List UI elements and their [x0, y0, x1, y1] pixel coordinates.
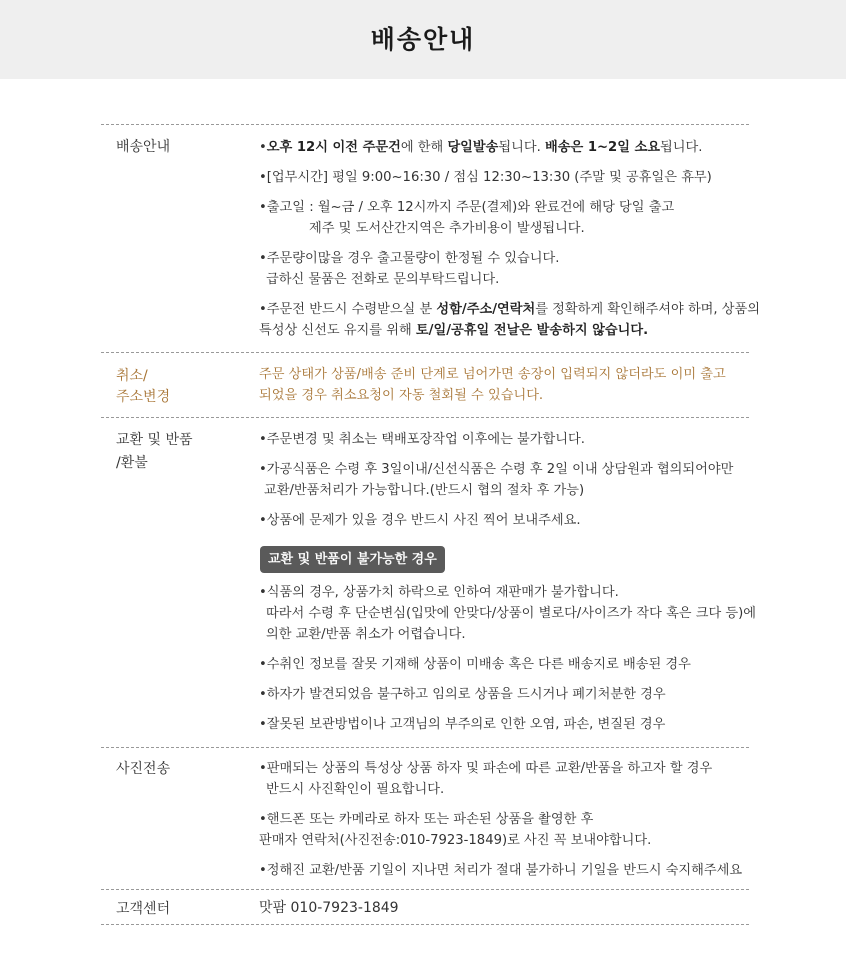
non-returnable-item-3: •하자가 발견되었음 불구하고 임의로 상품을 드시거나 폐기처분한 경우 [259, 687, 666, 702]
cancel-text-line-2: 되었을 경우 취소요청이 자동 철회될 수 있습니다. [259, 388, 544, 403]
shipping-label: 배송안내 [116, 139, 171, 155]
shipping-bullet-5-line-2: 특성상 신선도 유지를 위해 토/일/공휴일 전날은 발송하지 않습니다. [259, 323, 649, 338]
photo-bullet-1-line-1: •판매되는 상품의 특성상 상품 하자 및 파손에 따른 교환/반품을 하고자 할 경우 [259, 761, 713, 776]
cancel-label-line-2: 주소변경 [116, 389, 171, 405]
cs-label: 고객센터 [116, 901, 171, 917]
non-returnable-item-4: •잘못된 보관방법이나 고객님의 부주의로 인한 오염, 파손, 변질된 경우 [259, 717, 666, 732]
shipping-bullet-1: •오후 12시 이전 주문건에 한해 당일발송됩니다. 배송은 1~2일 소요됩니다. [259, 140, 703, 155]
exchange-label-line-1: 교환 및 반품 [116, 432, 193, 448]
cancel-text-line-1: 주문 상태가 상품/배송 준비 단계로 넘어가면 송장이 입력되지 않더라도 이미 출고 [259, 367, 726, 382]
shipping-bullet-5-line-1: •주문전 반드시 수령받으실 분 성함/주소/연락처를 정확하게 확인해주셔야 하며, 상품의 [259, 302, 761, 317]
cancel-label-line-1: 취소/ [116, 368, 148, 384]
shipping-bullet-3-line-2: 제주 및 도서산간지역은 추가비용이 발생됩니다. [309, 221, 585, 236]
photo-bullet-3: •정해진 교환/반품 기일이 지나면 처리가 절대 불가하니 기일을 반드시 숙지해주세요 [259, 863, 743, 878]
section-divider [101, 747, 749, 748]
photo-bullet-2-line-2: 판매자 연락처(사진전송:010-7923-1849)로 사진 꼭 보내야합니다. [259, 833, 652, 848]
photo-bullet-2-line-1: •핸드폰 또는 카메라로 하자 또는 파손된 상품을 촬영한 후 [259, 812, 594, 827]
exchange-label-line-2: /환불 [116, 455, 148, 471]
photo-label: 사진전송 [116, 761, 171, 777]
non-returnable-item-1-line-3: 의한 교환/반품 취소가 어렵습니다. [266, 627, 466, 642]
shipping-bullet-3-line-1: •출고일 : 월~금 / 오후 12시까지 주문(결제)와 완료건에 해당 당일 출고 [259, 200, 675, 215]
exchange-bullet-3: •상품에 문제가 있을 경우 반드시 사진 찍어 보내주세요. [259, 513, 581, 528]
page-title: 배송안내 [370, 25, 476, 54]
section-divider [101, 889, 749, 890]
photo-bullet-1-line-2: 반드시 사진확인이 필요합니다. [266, 782, 445, 797]
shipping-bullet-4-line-1: •주문량이많을 경우 출고물량이 한정될 수 있습니다. [259, 251, 560, 266]
page-header [0, 0, 846, 79]
exchange-bullet-2-line-2: 교환/반품처리가 가능합니다.(반드시 협의 절차 후 가능) [264, 483, 585, 498]
shipping-bullet-2: •[업무시간] 평일 9:00~16:30 / 점심 12:30~13:30 (주말 및 공휴일은 휴무) [259, 170, 712, 185]
section-divider [101, 417, 749, 418]
exchange-bullet-2-line-1: •가공식품은 수령 후 3일이내/신선식품은 수령 후 2일 이내 상담원과 협의되어야만 [259, 462, 734, 477]
exchange-bullet-1: •주문변경 및 취소는 택배포장작업 이후에는 불가합니다. [259, 432, 585, 447]
cs-contact: 맛팜 010-7923-1849 [259, 900, 399, 916]
non-returnable-item-2: •수취인 정보를 잘못 기재해 상품이 미배송 혹은 다른 배송지로 배송된 경우 [259, 657, 691, 672]
non-returnable-item-1-line-1: •식품의 경우, 상품가치 하락으로 인하여 재판매가 불가합니다. [259, 585, 619, 600]
section-divider [101, 924, 749, 925]
section-divider [101, 124, 749, 125]
shipping-bullet-4-line-2: 급하신 물품은 전화로 문의부탁드립니다. [266, 272, 500, 287]
section-divider [101, 352, 749, 353]
non-returnable-badge: 교환 및 반품이 불가능한 경우 [260, 546, 445, 573]
non-returnable-item-1-line-2: 따라서 수령 후 단순변심(입맛에 안맞다/상품이 별로다/사이즈가 작다 혹은 크다 등)에 [266, 606, 757, 621]
